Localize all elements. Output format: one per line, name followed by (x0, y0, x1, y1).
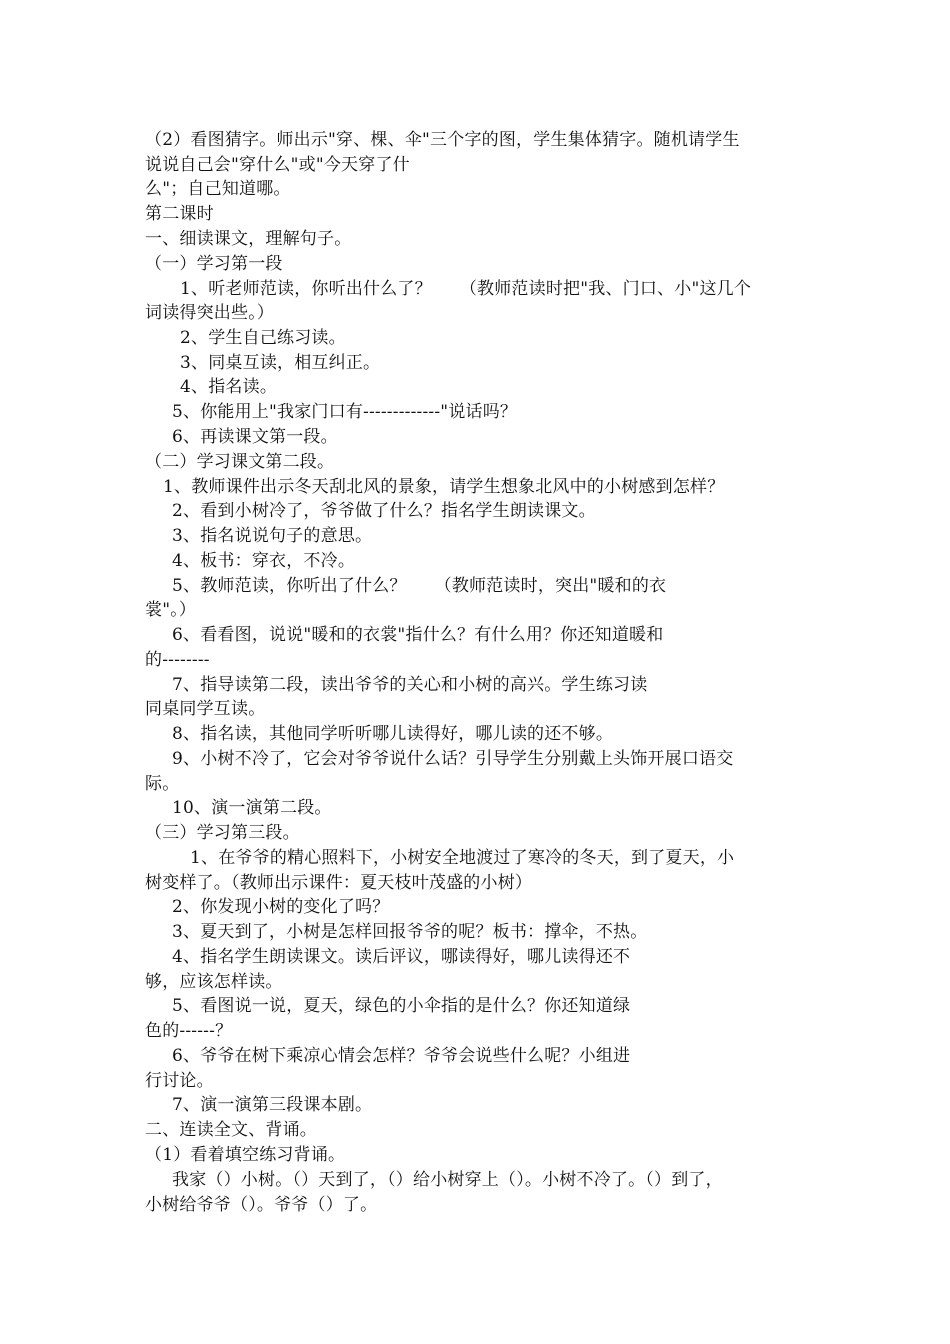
text-line: 么"；自己知道哪。 (145, 179, 291, 199)
text-line: 1、教师课件出示冬天刮北风的景象，请学生想象北风中的小树感到怎样？ (163, 477, 725, 497)
text-line: 2、你发现小树的变化了吗？ (172, 897, 390, 917)
text-line: 树变样了。（教师出示课件：夏天枝叶茂盛的小树） (145, 873, 533, 893)
text-line: 8、指名读，其他同学听听哪儿读得好，哪儿读的还不够。 (172, 724, 614, 744)
text-line: 4、指名读。 (180, 377, 278, 397)
section-heading: 一、细读课文，理解句子。 (145, 229, 352, 249)
subsection-heading: （1）看着填空练习背诵。 (145, 1145, 346, 1165)
text-line: 6、爷爷在树下乘凉心情会怎样？爷爷会说些什么呢？小组进 (172, 1046, 631, 1066)
text-line: 7、指导读第二段，读出爷爷的关心和小树的高兴。学生练习读 (172, 675, 648, 695)
section-heading: 第二课时 (145, 204, 214, 224)
text-line: 7、演一演第三段课本剧。 (172, 1095, 373, 1115)
text-line: 际。 (145, 774, 180, 794)
text-line: 小树给爷爷（）。爷爷（）了。 (145, 1195, 378, 1215)
text-line: 4、板书：穿衣，不冷。 (172, 551, 356, 571)
text-line: 6、再读课文第一段。 (172, 427, 338, 447)
text-line: 5、教师范读，你听出了什么？ （教师范读时，突出"暖和的衣 (172, 576, 667, 596)
text-line: 3、指名说说句子的意思。 (172, 526, 373, 546)
text-line: 9、小树不冷了，它会对爷爷说什么话？引导学生分别戴上头饰开展口语交 (172, 749, 734, 769)
subsection-heading: （三）学习第三段。 (145, 823, 300, 843)
text-line: 6、看看图，说说"暖和的衣裳"指什么？有什么用？你还知道暖和 (172, 625, 664, 645)
text-line: 3、夏天到了，小树是怎样回报爷爷的呢？板书：撑伞，不热。 (172, 922, 648, 942)
text-line: 的-------- (145, 650, 210, 670)
text-line: （2）看图猜字。师出示"穿、棵、伞"三个字的图，学生集体猜字。随机请学生 (145, 130, 740, 150)
text-line: 行讨论。 (145, 1071, 214, 1091)
text-line: 词读得突出些。） (145, 303, 275, 323)
text-line: 说说自己会"穿什么"或"今天穿了什 (145, 155, 410, 175)
text-line: 3、同桌互读，相互纠正。 (180, 353, 381, 373)
text-line: 10、演一演第二段。 (172, 798, 332, 818)
text-line: 裳"。） (145, 600, 197, 620)
text-line: 1、在爷爷的精心照料下，小树安全地渡过了寒冷的冬天，到了夏天，小 (190, 848, 735, 868)
text-line: 5、你能用上"我家门口有-------------"说话吗？ (172, 402, 518, 422)
text-line: 2、看到小树冷了，爷爷做了什么？指名学生朗读课文。 (172, 501, 596, 521)
text-line: 4、指名学生朗读课文。读后评议，哪读得好，哪儿读得还不 (172, 947, 631, 967)
text-line: 1、听老师范读，你听出什么了？ （教师范读时把"我、门口、小"这几个 (180, 279, 752, 299)
text-line: 我家（）小树。（）天到了，（）给小树穿上（）。小树不冷了。（）到了， (172, 1170, 723, 1190)
text-line: 色的------？ (145, 1021, 233, 1041)
text-line: 够，应该怎样读。 (145, 972, 283, 992)
section-heading: 二、连读全文、背诵。 (145, 1120, 317, 1140)
subsection-heading: （二）学习课文第二段。 (145, 452, 335, 472)
text-line: 2、学生自己练习读。 (180, 328, 346, 348)
text-line: 5、看图说一说，夏天，绿色的小伞指的是什么？你还知道绿 (172, 996, 631, 1016)
subsection-heading: （一）学习第一段 (145, 254, 283, 274)
text-line: 同桌同学互读。 (145, 699, 266, 719)
